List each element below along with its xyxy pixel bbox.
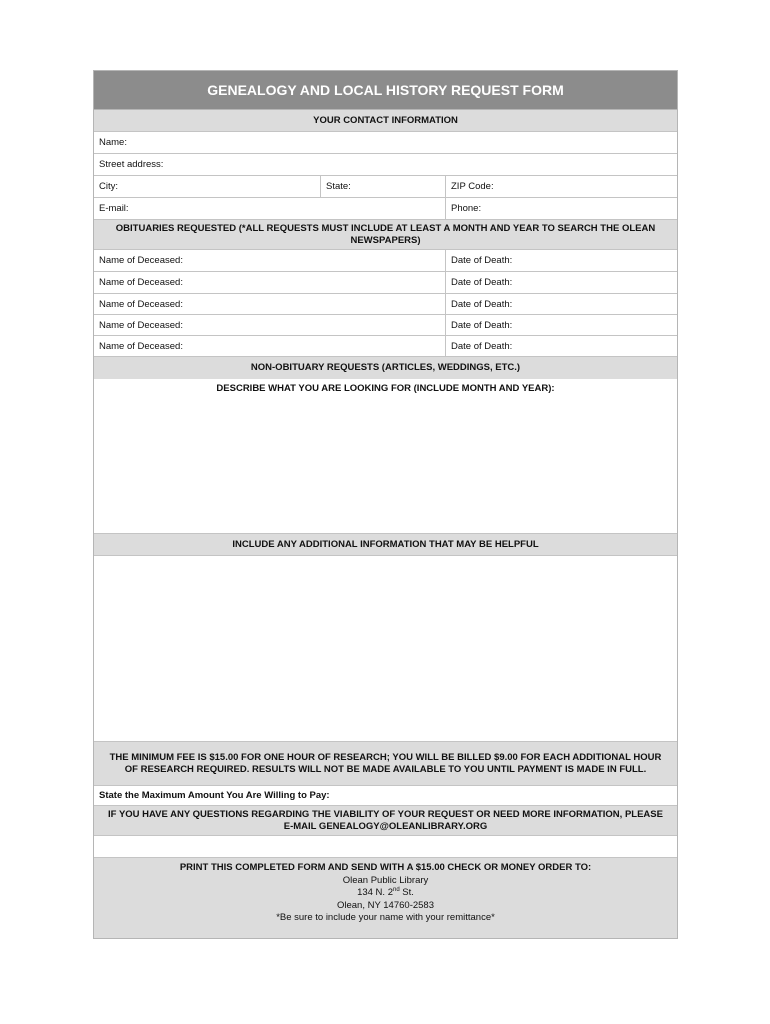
deceased-name-field[interactable]: Name of Deceased:: [94, 272, 446, 293]
street-prefix: 134 N. 2: [357, 887, 393, 898]
additional-info-heading: INCLUDE ANY ADDITIONAL INFORMATION THAT MAY BE HELPFUL: [94, 534, 677, 556]
city-field[interactable]: City:: [94, 176, 321, 197]
street-address-field[interactable]: Street address:: [99, 159, 164, 170]
mailing-instructions: [94, 858, 677, 938]
request-form: [93, 70, 678, 939]
state-field[interactable]: State:: [321, 176, 446, 197]
deceased-name-field[interactable]: Name of Deceased:: [94, 336, 446, 356]
name-row: [94, 132, 677, 154]
mailing-heading: PRINT THIS COMPLETED FORM AND SEND WITH A $15.00 CHECK OR MONEY ORDER TO:: [179, 862, 592, 873]
library-street: [94, 887, 677, 900]
phone-field[interactable]: Phone:: [451, 203, 482, 214]
date-of-death-field[interactable]: Date of Death:: [451, 298, 513, 310]
library-name: Olean Public Library: [342, 874, 429, 886]
street-ordinal: nd: [392, 886, 400, 893]
email-field[interactable]: E-mail:: [94, 198, 446, 219]
max-amount-field[interactable]: State the Maximum Amount You Are Willing to Pay:: [99, 790, 330, 801]
date-of-death-field[interactable]: Date of Death:: [451, 340, 513, 352]
email-phone-row: [94, 198, 677, 220]
deceased-name-field[interactable]: Name of Deceased:: [94, 250, 446, 271]
deceased-name-field[interactable]: Name of Deceased:: [94, 315, 446, 335]
max-amount-row: [94, 786, 677, 806]
non-obituary-heading: NON-OBITUARY REQUESTS (ARTICLES, WEDDINGS, ETC.): [94, 357, 677, 379]
describe-label: DESCRIBE WHAT YOU ARE LOOKING FOR (INCLUDE MONTH AND YEAR):: [216, 383, 555, 394]
name-field[interactable]: Name:: [99, 137, 127, 148]
city-state-zip-row: [94, 176, 677, 198]
obituaries-heading: OBITUARIES REQUESTED (*ALL REQUESTS MUST INCLUDE AT LEAST A MONTH AND YEAR TO SEARCH THE OLEAN NEWSPAPERS): [94, 220, 677, 250]
form-title: GENEALOGY AND LOCAL HISTORY REQUEST FORM: [94, 71, 677, 110]
obituary-row: [94, 315, 677, 336]
deceased-name-field[interactable]: Name of Deceased:: [94, 294, 446, 314]
street-suffix: St.: [399, 887, 414, 898]
library-city: Olean, NY 14760-2583: [336, 899, 434, 911]
date-of-death-field[interactable]: Date of Death:: [451, 319, 513, 331]
describe-request-area[interactable]: [94, 379, 677, 534]
obituary-row: [94, 250, 677, 272]
remittance-note: *Be sure to include your name with your remittance*: [276, 912, 495, 923]
blank-cell: [94, 836, 677, 857]
questions-notice: IF YOU HAVE ANY QUESTIONS REGARDING THE VIABILITY OF YOUR REQUEST OR NEED MORE INFORMATION, PLEASE E-MAIL GENEALOGY@OLEANLIBRARY.ORG: [94, 806, 677, 836]
obituary-row: [94, 294, 677, 315]
street-row: [94, 154, 677, 176]
contact-heading: YOUR CONTACT INFORMATION: [94, 110, 677, 132]
date-of-death-field[interactable]: Date of Death:: [451, 277, 513, 288]
blank-row: [94, 836, 677, 858]
obituary-row: [94, 272, 677, 294]
zip-code-field[interactable]: ZIP Code:: [451, 181, 494, 192]
date-of-death-field[interactable]: Date of Death:: [451, 255, 513, 266]
additional-info-area[interactable]: [94, 556, 677, 742]
fee-notice: THE MINIMUM FEE IS $15.00 FOR ONE HOUR OF RESEARCH; YOU WILL BE BILLED $9.00 FOR EACH ADDITIONAL HOUR OF RESEARCH REQUIRED. RESULTS WILL NOT BE MADE AVAILABLE TO YOU UNTIL PAYMENT IS MADE IN FULL.: [94, 742, 677, 786]
obituary-row: [94, 336, 677, 357]
